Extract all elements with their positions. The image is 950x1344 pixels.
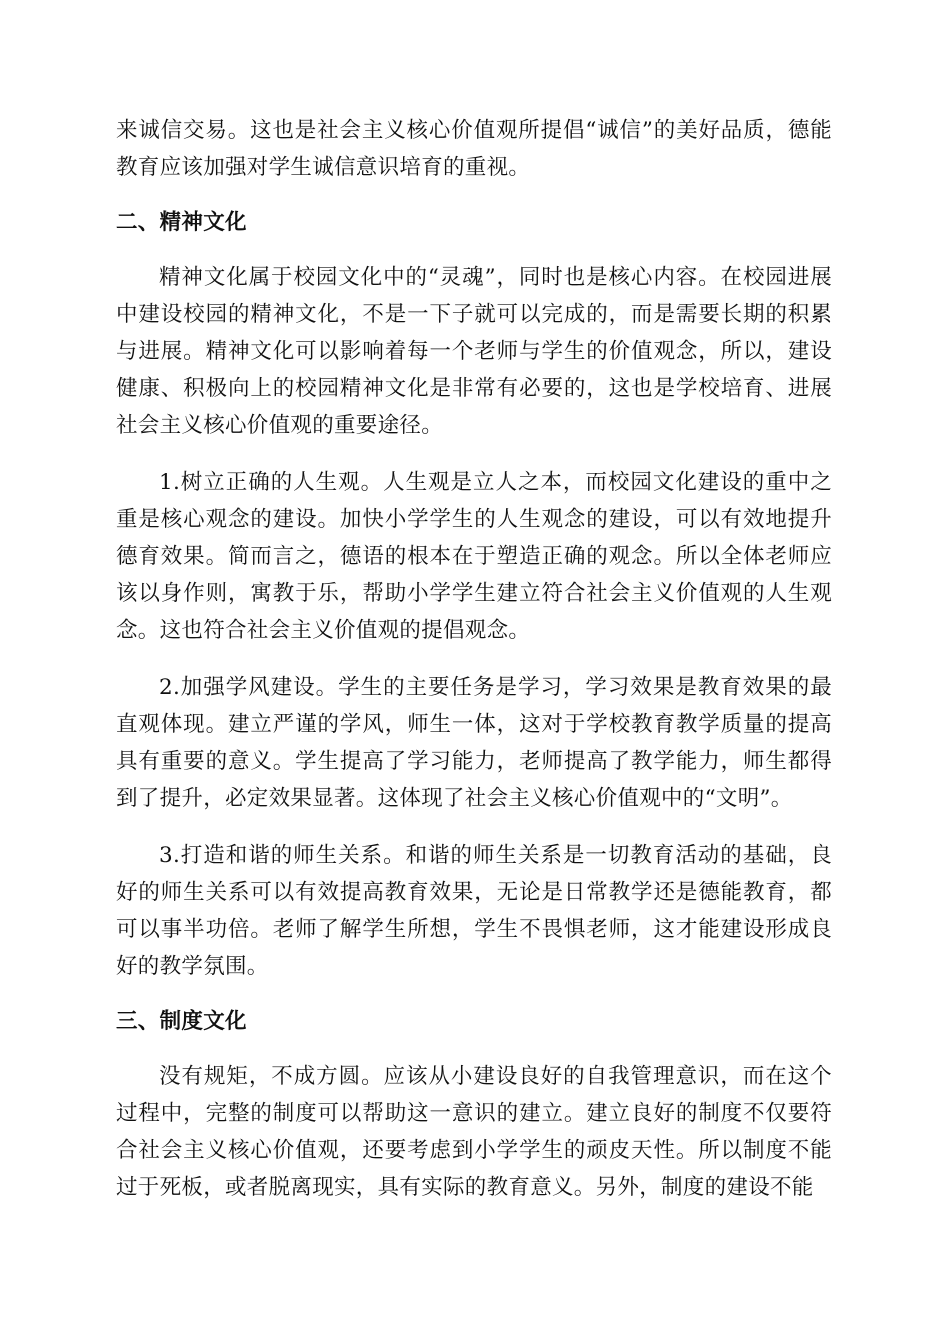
section-heading-spiritual-culture: 二、精神文化 [116, 210, 247, 235]
list-item-worldview: 1.树立正确的人生观。人生观是立人之本，而校园文化建设的重中之重是核心观念的建设。加快小学学生的人生观念的建设，可以有效地提升德育效果。简而言之，德语的根本在于塑造正确的观念。所以全体老师应该以身作则，寓教于乐，帮助小学学生建立符合社会主义价值观的人生观念。这也符合社会主义价值观的提倡观念。 [116, 470, 832, 643]
document-body [116, 112, 832, 1206]
section-paragraph-spiritual-culture: 精神文化属于校园文化中的“灵魂”，同时也是核心内容。在校园进展中建设校园的精神文化，不是一下子就可以完成的，而是需要长期的积累与进展。精神文化可以影响着每一个老师与学生的价值观念，所以，建设健康、积极向上的校园精神文化是非常有必要的，这也是学校培育、进展社会主义核心价值观的重要途径。 [116, 265, 832, 438]
section-paragraph-institutional-culture: 没有规矩，不成方圆。应该从小建设良好的自我管理意识，而在这个过程中，完整的制度可以帮助这一意识的建立。建立良好的制度不仅要符合社会主义核心价值观，还要考虑到小学学生的顽皮天性。所以制度不能过于死板，或者脱离现实，具有实际的教育意义。另外，制度的建设不能 [116, 1064, 832, 1200]
list-item-teacher-student-relations: 3.打造和谐的师生关系。和谐的师生关系是一切教育活动的基础，良好的师生关系可以有效提高教育效果，无论是日常教学还是德能教育，都可以事半功倍。老师了解学生所想，学生不畏惧老师，这才能建设形成良好的教学氛围。 [116, 843, 832, 979]
intro-paragraph: 来诚信交易。这也是社会主义核心价值观所提倡“诚信”的美好品质，德能教育应该加强对学生诚信意识培育的重视。 [116, 118, 832, 180]
section-heading-institutional-culture: 三、制度文化 [116, 1009, 247, 1034]
list-item-study-style: 2.加强学风建设。学生的主要任务是学习，学习效果是教育效果的最直观体现。建立严谨的学风，师生一体，这对于学校教育教学质量的提高具有重要的意义。学生提高了学习能力，老师提高了教学能力，师生都得到了提升，必定效果显著。这体现了社会主义核心价值观中的“文明”。 [116, 675, 832, 811]
